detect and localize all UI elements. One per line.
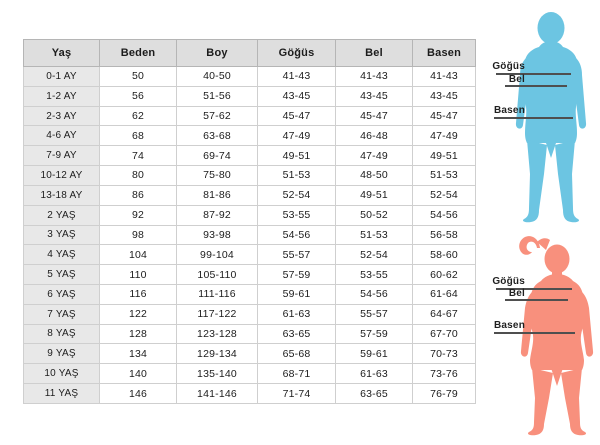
- value-cell: 61-64: [413, 284, 476, 304]
- female-waist-label: Bel: [508, 288, 525, 299]
- value-cell: 117-122: [177, 304, 258, 324]
- value-cell: 43-45: [413, 86, 476, 106]
- value-cell: 50-52: [336, 205, 413, 225]
- value-cell: 58-60: [413, 245, 476, 265]
- value-cell: 70-73: [413, 344, 476, 364]
- value-cell: 51-53: [258, 166, 336, 186]
- table-row: [24, 86, 476, 106]
- male-chest-label: Göğüs: [492, 61, 525, 72]
- value-cell: 65-68: [258, 344, 336, 364]
- age-cell: 4 YAŞ: [24, 245, 100, 265]
- table-row: [24, 146, 476, 166]
- column-header-hip: Basen: [413, 40, 476, 67]
- value-cell: 62: [100, 106, 177, 126]
- age-cell: 10 YAŞ: [24, 364, 100, 384]
- value-cell: 92: [100, 205, 177, 225]
- table-body: [24, 67, 476, 404]
- value-cell: 51-56: [177, 86, 258, 106]
- table-row: [24, 126, 476, 146]
- female-silhouette: [504, 234, 600, 437]
- value-cell: 146: [100, 384, 177, 404]
- header-row: [24, 40, 476, 67]
- value-cell: 63-65: [258, 324, 336, 344]
- table-row: [24, 304, 476, 324]
- value-cell: 53-55: [336, 265, 413, 285]
- table-row: [24, 67, 476, 87]
- age-cell: 13-18 AY: [24, 185, 100, 205]
- value-cell: 81-86: [177, 185, 258, 205]
- value-cell: 41-43: [258, 67, 336, 87]
- value-cell: 41-43: [413, 67, 476, 87]
- value-cell: 40-50: [177, 67, 258, 87]
- age-cell: 11 YAŞ: [24, 384, 100, 404]
- age-cell: 5 YAŞ: [24, 265, 100, 285]
- value-cell: 57-59: [258, 265, 336, 285]
- value-cell: 46-48: [336, 126, 413, 146]
- value-cell: 69-74: [177, 146, 258, 166]
- value-cell: 59-61: [336, 344, 413, 364]
- value-cell: 47-49: [336, 146, 413, 166]
- value-cell: 43-45: [258, 86, 336, 106]
- value-cell: 61-63: [336, 364, 413, 384]
- value-cell: 47-49: [413, 126, 476, 146]
- female-hip-label: Basen: [493, 320, 525, 331]
- value-cell: 49-51: [336, 185, 413, 205]
- male-waist-label: Bel: [508, 74, 525, 85]
- value-cell: 54-56: [336, 284, 413, 304]
- age-cell: 2 YAŞ: [24, 205, 100, 225]
- value-cell: 134: [100, 344, 177, 364]
- table-row: [24, 225, 476, 245]
- value-cell: 140: [100, 364, 177, 384]
- value-cell: 53-55: [258, 205, 336, 225]
- size-table: [23, 39, 476, 404]
- value-cell: 57-62: [177, 106, 258, 126]
- value-cell: 68: [100, 126, 177, 146]
- value-cell: 76-79: [413, 384, 476, 404]
- value-cell: 43-45: [336, 86, 413, 106]
- value-cell: 74: [100, 146, 177, 166]
- table-row: [24, 364, 476, 384]
- column-header-waist: Bel: [336, 40, 413, 67]
- age-cell: 6 YAŞ: [24, 284, 100, 304]
- value-cell: 111-116: [177, 284, 258, 304]
- value-cell: 141-146: [177, 384, 258, 404]
- column-header-chest: Göğüs: [258, 40, 336, 67]
- value-cell: 104: [100, 245, 177, 265]
- column-header-height: Boy: [177, 40, 258, 67]
- male-hip-line: [494, 117, 573, 119]
- age-cell: 10-12 AY: [24, 166, 100, 186]
- age-cell: 0-1 AY: [24, 67, 100, 87]
- value-cell: 51-53: [413, 166, 476, 186]
- value-cell: 41-43: [336, 67, 413, 87]
- female-hip-line: [494, 332, 575, 334]
- male-waist-line: [505, 85, 567, 87]
- female-waist-line: [505, 299, 568, 301]
- value-cell: 67-70: [413, 324, 476, 344]
- value-cell: 110: [100, 265, 177, 285]
- value-cell: 45-47: [336, 106, 413, 126]
- value-cell: 99-104: [177, 245, 258, 265]
- value-cell: 54-56: [413, 205, 476, 225]
- value-cell: 48-50: [336, 166, 413, 186]
- age-cell: 3 YAŞ: [24, 225, 100, 245]
- value-cell: 49-51: [258, 146, 336, 166]
- table-row: [24, 185, 476, 205]
- value-cell: 60-62: [413, 265, 476, 285]
- value-cell: 52-54: [336, 245, 413, 265]
- value-cell: 105-110: [177, 265, 258, 285]
- female-chest-label: Göğüs: [492, 276, 525, 287]
- age-cell: 4-6 AY: [24, 126, 100, 146]
- table-row: [24, 265, 476, 285]
- column-header-size: Beden: [100, 40, 177, 67]
- column-header-age: Yaş: [24, 40, 100, 67]
- age-cell: 2-3 AY: [24, 106, 100, 126]
- value-cell: 63-68: [177, 126, 258, 146]
- table-row: [24, 205, 476, 225]
- value-cell: 71-74: [258, 384, 336, 404]
- male-hip-label: Basen: [493, 105, 525, 116]
- value-cell: 86: [100, 185, 177, 205]
- value-cell: 93-98: [177, 225, 258, 245]
- table-row: [24, 166, 476, 186]
- table-row: [24, 344, 476, 364]
- table-row: [24, 384, 476, 404]
- age-cell: 1-2 AY: [24, 86, 100, 106]
- value-cell: 73-76: [413, 364, 476, 384]
- value-cell: 63-65: [336, 384, 413, 404]
- value-cell: 57-59: [336, 324, 413, 344]
- value-cell: 49-51: [413, 146, 476, 166]
- value-cell: 51-53: [336, 225, 413, 245]
- value-cell: 80: [100, 166, 177, 186]
- female-body-shape: [519, 236, 593, 435]
- age-cell: 8 YAŞ: [24, 324, 100, 344]
- value-cell: 52-54: [258, 185, 336, 205]
- value-cell: 45-47: [413, 106, 476, 126]
- age-cell: 7 YAŞ: [24, 304, 100, 324]
- value-cell: 75-80: [177, 166, 258, 186]
- table-row: [24, 284, 476, 304]
- value-cell: 56-58: [413, 225, 476, 245]
- value-cell: 135-140: [177, 364, 258, 384]
- age-cell: 7-9 AY: [24, 146, 100, 166]
- value-cell: 123-128: [177, 324, 258, 344]
- value-cell: 128: [100, 324, 177, 344]
- value-cell: 50: [100, 67, 177, 87]
- value-cell: 55-57: [258, 245, 336, 265]
- value-cell: 129-134: [177, 344, 258, 364]
- value-cell: 64-67: [413, 304, 476, 324]
- table-row: [24, 245, 476, 265]
- value-cell: 61-63: [258, 304, 336, 324]
- value-cell: 45-47: [258, 106, 336, 126]
- male-silhouette: [504, 11, 596, 227]
- value-cell: 87-92: [177, 205, 258, 225]
- value-cell: 116: [100, 284, 177, 304]
- value-cell: 59-61: [258, 284, 336, 304]
- value-cell: 54-56: [258, 225, 336, 245]
- value-cell: 52-54: [413, 185, 476, 205]
- value-cell: 55-57: [336, 304, 413, 324]
- value-cell: 68-71: [258, 364, 336, 384]
- table-row: [24, 106, 476, 126]
- value-cell: 47-49: [258, 126, 336, 146]
- table-row: [24, 324, 476, 344]
- value-cell: 122: [100, 304, 177, 324]
- age-cell: 9 YAŞ: [24, 344, 100, 364]
- value-cell: 98: [100, 225, 177, 245]
- value-cell: 56: [100, 86, 177, 106]
